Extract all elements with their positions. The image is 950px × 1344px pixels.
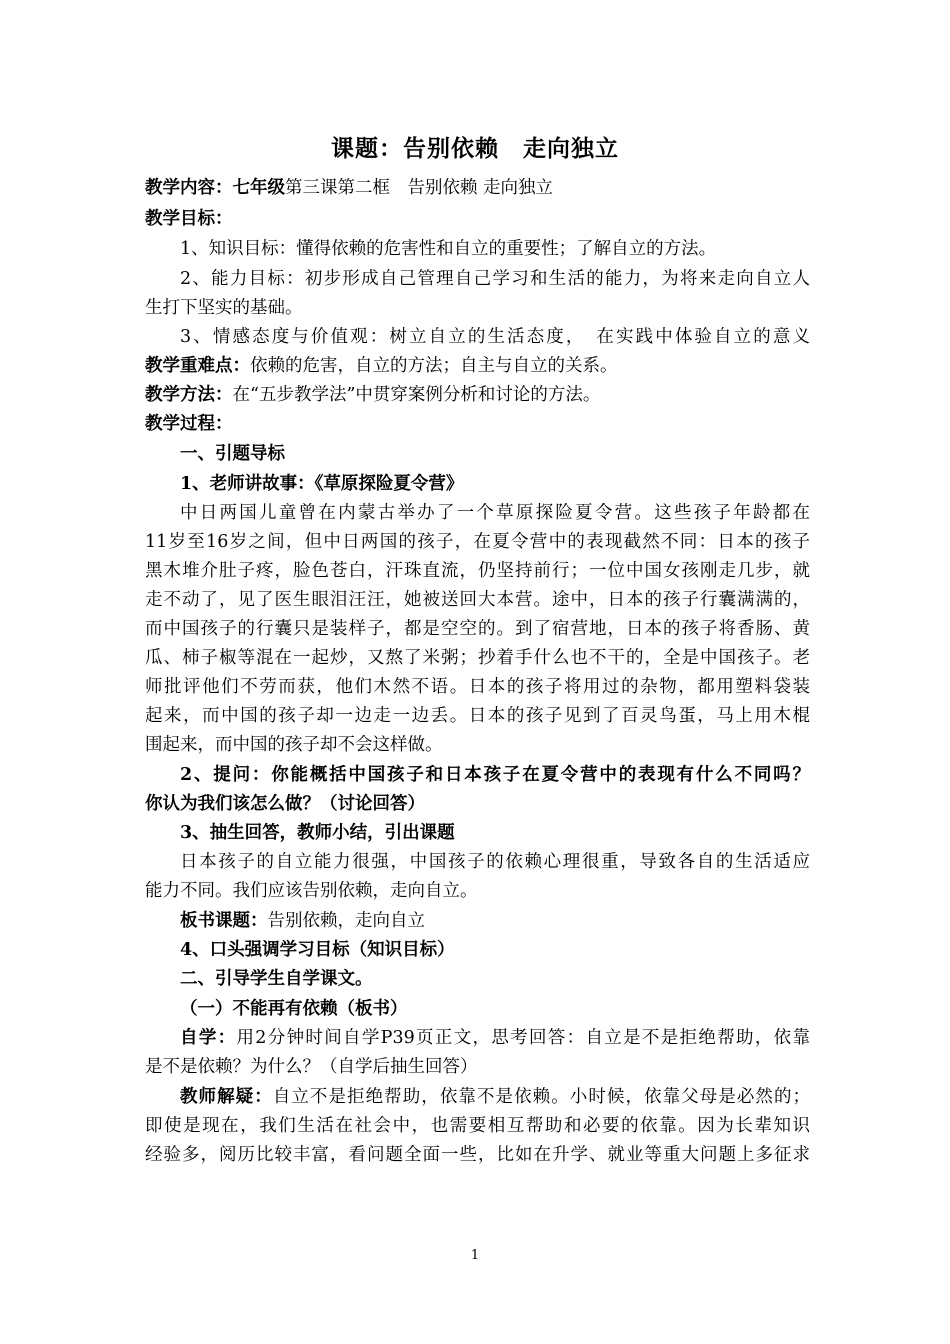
body-text: 瓜、柿子椒等混在一起炒，又熬了米粥；抄着手什么也不干的，全是中国孩子。老 [145,648,810,668]
body-text: 围起来，而中国的孩子却不会这样做。 [145,735,443,755]
text-line [180,1083,810,1112]
bold-text: 4、口头强调学习目标（知识目标） [180,940,455,960]
text-line [180,761,810,790]
text-line [145,410,810,439]
body-text: 自立不是拒绝帮助，依靠不是依赖。小时候，依靠父母是必然的； [272,1087,810,1107]
text-line [180,470,810,499]
body-text: 中日两国儿童曾在内蒙古举办了一个草原探险夏令营。这些孩子年龄都在 [180,503,810,523]
text-line [180,907,810,936]
text-line [145,294,810,323]
text-line [180,995,810,1024]
body-text: 11岁至16岁之间，但中日两国的孩子，在夏令营中的表现截然不同：日本的孩子 [145,532,810,552]
bold-text: 2、提问：你能概括中国孩子和日本孩子在夏令营中的表现有什么不同吗？ [180,765,810,785]
body-text: 依赖的危害，自立的方法；自主与自立的关系。 [250,356,618,376]
bold-text: （一）不能再有依赖（板书） [180,999,408,1019]
bold-text: 1、老师讲故事：《草原探险夏令营》 [180,474,464,494]
text-line [145,877,810,906]
body-text: 在“五步教学法”中贯穿案例分析和讨论的方法。 [232,385,601,405]
text-line [145,644,810,673]
bold-text: 板书课题： [180,911,268,931]
text-line [145,702,810,731]
text-line [145,1053,810,1082]
text-line [180,440,810,469]
text-line [145,528,810,557]
text-line [145,1141,810,1170]
text-line [180,499,810,528]
body-text: 黑木堆介肚子疼，脸色苍白，汗珠直流，仍坚持前行；一位中国女孩刚走几步，就 [145,561,810,581]
body-text: 用2分钟时间自学P39页正文，思考回答：自立是不是拒绝帮助，依靠 [236,1028,810,1048]
body-text: 即使是现在，我们生活在社会中，也需要相互帮助和必要的依靠。因为长辈知识 [145,1116,810,1136]
body-text: 走不动了，见了医生眼泪汪汪，她被送回大本营。途中，日本的孩子行囊满满的， [145,590,810,610]
body-text: 生打下坚实的基础。 [145,298,303,318]
text-line [145,790,810,819]
text-line [145,381,810,410]
body-text: 3、情感态度与价值观：树立自立的生活态度， 在实践中体验自立的意义 [180,327,810,347]
body-text: 2、能力目标：初步形成自己管理自己学习和生活的能力，为将来走向自立人 [180,269,810,289]
bold-text: 教学过程： [145,414,233,434]
body-text: 1、知识目标：懂得依赖的危害性和自立的重要性；了解自立的方法。 [180,239,717,259]
body-text: 日本孩子的自立能力很强，中国孩子的依赖心理很重，导致各自的生活适应 [180,852,810,872]
text-line [145,731,810,760]
text-line [180,848,810,877]
text-line [145,557,810,586]
body-text: 起来，而中国的孩子却一边走一边丢。日本的孩子见到了百灵鸟蛋，马上用木棍 [145,706,810,726]
bold-text: 3、抽生回答，教师小结，引出课题 [180,823,455,843]
body-text: 是不是依赖？为什么？（自学后抽生回答） [145,1057,478,1077]
page-number: 1 [470,1248,480,1263]
text-line [180,819,810,848]
bold-text: 教学重难点： [145,356,250,376]
body-text: 能力不同。我们应该告别依赖，走向自立。 [145,881,478,901]
bold-text: 自学： [180,1028,237,1048]
text-line [145,586,810,615]
body-text: 第三课第二框 告别依赖 走向独立 [285,178,554,198]
bold-text: 教学内容：七年级 [145,178,285,198]
text-line [145,1112,810,1141]
bold-text: 一、引题导标 [180,444,285,464]
text-line [180,936,810,965]
text-line [180,965,810,994]
text-line [145,174,810,203]
bold-text: 二、引导学生自学课文。 [180,969,373,989]
text-line [180,323,810,352]
text-line [145,673,810,702]
text-line [180,1024,810,1053]
body-text: 而中国孩子的行囊只是装样子，都是空空的。到了宿营地，日本的孩子将香肠、黄 [145,619,810,639]
bold-text: 教学目标： [145,209,233,229]
bold-text: 教学方法： [145,385,233,405]
bold-text: 你认为我们该怎么做？（讨论回答） [145,794,425,814]
text-line [145,205,810,234]
body-text: 师批评他们不劳而获，他们木然不语。日本的孩子将用过的杂物，都用塑料袋装 [145,677,810,697]
body-text: 告别依赖，走向自立 [267,911,425,931]
text-line [180,235,810,264]
bold-text: 教师解疑： [180,1087,273,1107]
document-title: 课题：告别依赖 走向独立 [331,135,619,162]
text-line [145,615,810,644]
text-line [145,352,810,381]
text-line [180,265,810,294]
body-text: 经验多，阅历比较丰富，看问题全面一些，比如在升学、就业等重大问题上多征求 [145,1145,810,1165]
